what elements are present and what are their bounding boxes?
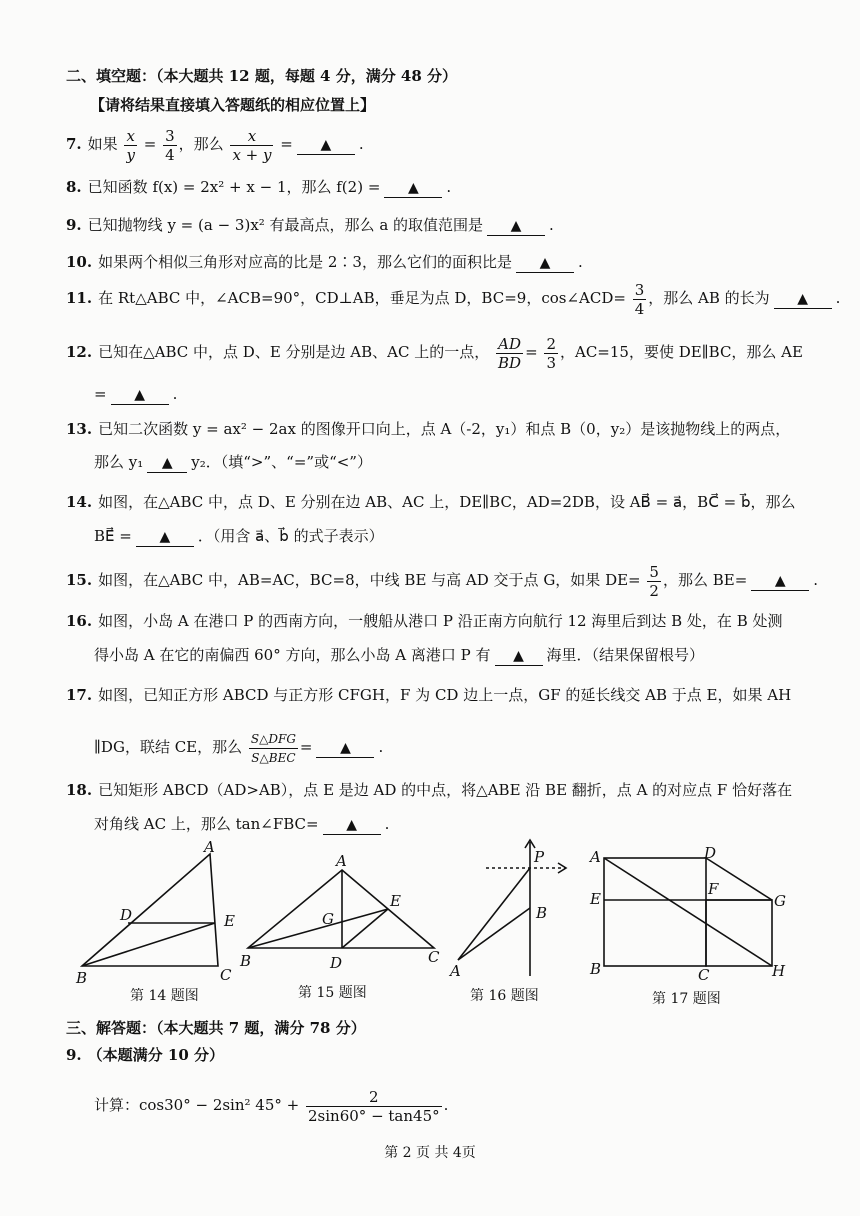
figure-17-caption: 第 17 题图: [652, 991, 721, 1007]
question-16: 16. 如图，小岛 A 在港口 P 的西南方向，一艘船从港口 P 沿正南方向航行 12 海里后到达 B 处，在 B 处测: [66, 612, 783, 630]
segment-pa: [458, 868, 530, 960]
figure-14-caption: 第 14 题图: [130, 988, 199, 1004]
label-b: B: [76, 969, 88, 987]
question-number: 17.: [66, 686, 93, 704]
label-a: A: [450, 962, 461, 980]
question-12: 12. 已知在△ABC 中，点 D、E 分别是边 AB、AC 上的一点， $\frac{AD}{BD}$ = $\frac{2}{3}$ ，AC=15，要使 DE∥BC，那么 AE: [66, 334, 803, 372]
answer-blank: ▲: [147, 454, 187, 473]
fraction: $\frac{2}{2\sin 60^\circ - \tan 45^\circ}$: [308, 1087, 440, 1125]
question-number: 9.: [66, 216, 82, 234]
answer-blank: ▲: [774, 290, 832, 309]
label-c: C: [698, 966, 710, 984]
fraction: $\frac{3}{4}$: [165, 126, 175, 164]
question-8: 8. 已知函数 f(x) = 2x² + x − 1，那么 f(2) = ▲ .: [66, 178, 452, 196]
fraction: $\frac{x}{x + y}$: [232, 126, 272, 164]
label-g: G: [774, 892, 786, 910]
answer-blank: ▲: [316, 739, 374, 758]
fraction: $\frac{3}{4}$: [634, 280, 645, 318]
figure-16-caption: 第 16 题图: [470, 988, 539, 1004]
question-7: 7. 如果 $\frac{x}{y}$ = $\frac{3}{4}$ ，那么 $\frac{x}{x + y}$ = ▲ .: [66, 126, 364, 164]
question-number: 15.: [66, 571, 93, 589]
figure-14: [70, 840, 250, 990]
answer-blank: ▲: [495, 647, 543, 666]
label-d: D: [704, 844, 717, 862]
question-number: 16.: [66, 612, 93, 630]
fraction: $\frac{5}{2}$: [649, 562, 659, 600]
answer-blank: ▲: [384, 179, 442, 198]
question-18-line-2: 对角线 AC 上，那么 tan∠FBC= ▲ .: [94, 815, 390, 833]
question-19-expression: 计算：cos30° − 2sin² 45° + $\frac{2}{2\sin 60^\circ - \tan 45^\circ}$ .: [94, 1087, 449, 1125]
fraction: $\frac{x}{y}$: [126, 126, 135, 164]
answer-blank: ▲: [751, 572, 809, 591]
question-13-line-2: 那么 y₁ ▲ y₂．（填“>”、“=”或“<”）: [94, 453, 372, 471]
triangle-abc: [82, 854, 218, 966]
label-a: A: [336, 852, 347, 870]
label-d: D: [120, 906, 133, 924]
question-number: 13.: [66, 420, 93, 438]
figure-15: [236, 850, 446, 980]
answer-blank: ▲: [516, 254, 574, 273]
label-g: G: [322, 910, 334, 928]
square-abcd: [604, 858, 706, 966]
answer-blank: ▲: [111, 386, 169, 405]
label-a: A: [590, 848, 601, 866]
question-number: 18.: [66, 781, 93, 799]
label-d: D: [330, 954, 343, 972]
question-13: 13. 已知二次函数 y = ax² − 2ax 的图像开口向上，点 A（-2，y₁）和点 B（0，y₂）是该抛物线上的两点，: [66, 420, 791, 438]
label-c: C: [428, 948, 440, 966]
answer-blank: ▲: [323, 816, 381, 835]
square-cfgh: [706, 900, 772, 966]
label-e: E: [224, 912, 235, 930]
label-e: E: [590, 890, 601, 908]
segment-ba: [458, 908, 530, 960]
label-a: A: [204, 840, 215, 856]
answer-blank: ▲: [487, 217, 545, 236]
question-number: 10.: [66, 253, 93, 271]
question-17: 17. 如图，已知正方形 ABCD 与正方形 CFGH，F 为 CD 边上一点，GF 的延长线交 AB 于点 E，如果 AH: [66, 686, 792, 704]
segment-ah: [604, 858, 772, 966]
question-11: 11. 在 Rt△ABC 中，∠ACB=90°，CD⊥AB，垂足为点 D，BC=9，cos∠ACD= $\frac{3}{4}$ ，那么 AB 的长为 ▲ .: [66, 280, 841, 318]
question-9: 9. 已知抛物线 y = (a − 3)x² 有最高点，那么 a 的取值范围是 ▲ .: [66, 216, 554, 234]
question-16-line-2: 得小岛 A 在它的南偏西 60° 方向，那么小岛 A 离港口 P 有 ▲ 海里．（结果保留根号）: [94, 646, 705, 664]
answer-blank: ▲: [136, 528, 194, 547]
section-3-title: 三、解答题：（本大题共 7 题，满分 78 分）: [66, 1019, 366, 1037]
fraction: $\frac{2}{3}$: [546, 334, 556, 372]
section-2-instruction: 【请将结果直接填入答题纸的相应位置上】: [90, 96, 376, 114]
question-17-line-2: ∥DG，联结 CE，那么 $\frac{\text{S△DFG}}{\text{S△BEC}}$ = ▲ .: [94, 731, 384, 765]
label-p: P: [534, 848, 545, 866]
question-number: 9.: [66, 1046, 82, 1064]
label-c: C: [220, 966, 232, 984]
page-footer: 第 2 页 共 4页: [384, 1145, 476, 1161]
section-2-title: 二、填空题：（本大题共 12 题，每题 4 分，满分 48 分）: [66, 67, 458, 85]
segment-be: [82, 923, 215, 966]
question-number: 7.: [66, 135, 82, 153]
median-be: [248, 909, 388, 948]
question-18: 18. 已知矩形 ABCD（AD>AB），点 E 是边 AD 的中点，将△ABE 沿 BE 翻折，点 A 的对应点 F 恰好落在: [66, 781, 793, 799]
figure-17: [580, 840, 800, 985]
question-15: 15. 如图，在△ABC 中，AB=AC，BC=8，中线 BE 与高 AD 交于点 G，如果 DE= $\frac{5}{2}$ ，那么 BE= ▲ .: [66, 562, 819, 600]
answer-blank: ▲: [297, 136, 355, 155]
figure-15-caption: 第 15 题图: [298, 985, 367, 1001]
label-h: H: [772, 962, 786, 980]
question-number: 14.: [66, 493, 93, 511]
question-number: 8.: [66, 178, 82, 196]
label-e: E: [390, 892, 401, 910]
question-number: 11.: [66, 289, 93, 307]
question-10: 10. 如果两个相似三角形对应高的比是 2∶3，那么它们的面积比是 ▲ .: [66, 253, 583, 271]
figure-16: [446, 836, 570, 984]
question-19-header: 9. （本题满分 10 分）: [66, 1046, 224, 1064]
question-number: 12.: [66, 343, 93, 361]
question-12-line-2: = ▲ .: [94, 385, 178, 403]
question-14: 14. 如图，在△ABC 中，点 D、E 分别在边 AB、AC 上，DE∥BC，AD=2DB，设 AB⃗ = a⃗，BC⃗ = b⃗，那么: [66, 493, 796, 511]
fraction: $\frac{\text{S△DFG}}{\text{S△BEC}}$: [250, 731, 296, 765]
label-b: B: [536, 904, 548, 922]
fraction: $\frac{AD}{BD}$: [498, 334, 522, 372]
label-f: F: [708, 880, 719, 898]
triangle-abc: [248, 870, 434, 948]
label-b: B: [240, 952, 252, 970]
label-b: B: [590, 960, 602, 978]
question-14-line-2: BE⃗ = ▲ ．（用含 a⃗、b⃗ 的式子表示）: [94, 527, 384, 545]
